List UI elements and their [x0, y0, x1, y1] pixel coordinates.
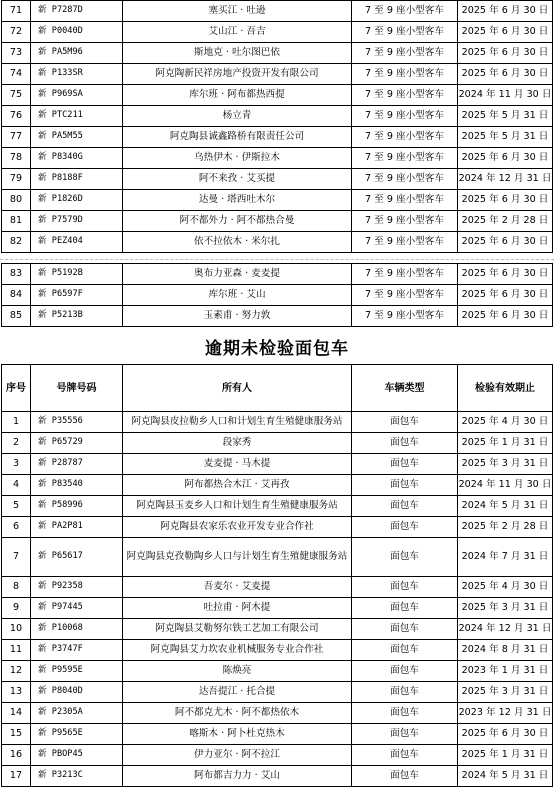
cell-expiry-date: 2025 年 6 月 30 日 — [458, 64, 553, 85]
cell-plate: 新 P7287D — [31, 1, 123, 22]
cell-number: 8 — [2, 577, 31, 598]
cell-plate: 新 P5213B — [31, 306, 123, 327]
section-title: 逾期未检验面包车 — [205, 339, 349, 359]
cell-owner: 阿布都热合木江 · 艾再孜 — [123, 475, 352, 496]
table-row — [2, 454, 553, 475]
cell-vehicle-type: 面包车 — [352, 454, 458, 475]
cell-plate: 新 P133SR — [31, 64, 123, 85]
cell-expiry-date: 2025 年 6 月 30 日 — [458, 232, 553, 253]
table-row — [2, 433, 553, 454]
cell-expiry-date: 2024 年 8 月 31 日 — [458, 640, 553, 661]
table-row — [2, 169, 553, 190]
table-row — [2, 475, 553, 496]
cell-owner: 库尔班 · 艾山 — [123, 285, 352, 306]
table-row — [2, 1, 553, 22]
minibus-table-page2 — [1, 263, 553, 327]
cell-vehicle-type: 7 至 9 座小型客车 — [352, 85, 458, 106]
cell-vehicle-type: 面包车 — [352, 475, 458, 496]
header-date: 检验有效期止 — [458, 365, 553, 412]
minibus-table-body — [2, 1, 553, 253]
cell-vehicle-type: 7 至 9 座小型客车 — [352, 190, 458, 211]
cell-owner: 阿克陶县诚鑫路桥有限责任公司 — [123, 127, 352, 148]
cell-vehicle-type: 7 至 9 座小型客车 — [352, 64, 458, 85]
cell-expiry-date: 2025 年 6 月 30 日 — [458, 285, 553, 306]
cell-expiry-date: 2025 年 5 月 31 日 — [458, 106, 553, 127]
cell-plate: 新 P9595E — [31, 661, 123, 682]
cell-expiry-date: 2025 年 2 月 28 日 — [458, 517, 553, 538]
cell-vehicle-type: 7 至 9 座小型客车 — [352, 127, 458, 148]
cell-expiry-date: 2025 年 6 月 30 日 — [458, 264, 553, 285]
cell-owner: 阿克陶县克孜勒陶乡人口与计划生育生殖健康服务站 — [123, 538, 352, 577]
table-row — [2, 64, 553, 85]
cell-vehicle-type: 7 至 9 座小型客车 — [352, 106, 458, 127]
cell-vehicle-type: 面包车 — [352, 598, 458, 619]
table-row — [2, 640, 553, 661]
cell-expiry-date: 2025 年 1 月 31 日 — [458, 745, 553, 766]
cell-owner: 艾山江 · 吾吉 — [123, 22, 352, 43]
cell-expiry-date: 2024 年 12 月 31 日 — [458, 619, 553, 640]
cell-expiry-date: 2025 年 2 月 28 日 — [458, 211, 553, 232]
cell-number: 17 — [2, 766, 31, 787]
cell-plate: 新 P8188F — [31, 169, 123, 190]
cell-plate: 新 P1826D — [31, 190, 123, 211]
cell-vehicle-type: 7 至 9 座小型客车 — [352, 306, 458, 327]
cell-number: 10 — [2, 619, 31, 640]
cell-plate: 新 P5192B — [31, 264, 123, 285]
cell-expiry-date: 2025 年 3 月 31 日 — [458, 454, 553, 475]
minibus-table-continued — [1, 0, 553, 253]
cell-owner: 阿克陶县皮拉勒乡人口和计划生育生殖健康服务站 — [123, 412, 352, 433]
table-row — [2, 306, 553, 327]
cell-number: 13 — [2, 682, 31, 703]
cell-number: 84 — [2, 285, 31, 306]
minibus-table-body — [2, 264, 553, 327]
table-row — [2, 148, 553, 169]
table-row — [2, 517, 553, 538]
cell-owner: 阿克陶县农家乐农业开发专业合作社 — [123, 517, 352, 538]
cell-expiry-date: 2025 年 5 月 31 日 — [458, 127, 553, 148]
cell-expiry-date: 2025 年 6 月 30 日 — [458, 724, 553, 745]
cell-vehicle-type: 面包车 — [352, 577, 458, 598]
cell-number: 5 — [2, 496, 31, 517]
table-row — [2, 232, 553, 253]
cell-vehicle-type: 面包车 — [352, 682, 458, 703]
cell-owner: 陈焕亮 — [123, 661, 352, 682]
cell-number: 85 — [2, 306, 31, 327]
table-row — [2, 496, 553, 517]
cell-vehicle-type: 7 至 9 座小型客车 — [352, 285, 458, 306]
cell-owner: 塞买江 · 吐逊 — [123, 1, 352, 22]
cell-plate: 新 PEZ404 — [31, 232, 123, 253]
cell-plate: 新 P58996 — [31, 496, 123, 517]
cell-owner: 伊力亚尔 · 阿不拉江 — [123, 745, 352, 766]
header-owner: 所有人 — [123, 365, 352, 412]
cell-expiry-date: 2025 年 6 月 30 日 — [458, 22, 553, 43]
cell-number: 3 — [2, 454, 31, 475]
cell-number: 77 — [2, 127, 31, 148]
cell-plate: 新 P97445 — [31, 598, 123, 619]
cell-number: 12 — [2, 661, 31, 682]
cell-vehicle-type: 面包车 — [352, 745, 458, 766]
table-row — [2, 211, 553, 232]
cell-vehicle-type: 面包车 — [352, 412, 458, 433]
cell-owner: 阿克陶县艾力坎农业机械服务专业合作社 — [123, 640, 352, 661]
cell-plate: 新 P8040D — [31, 682, 123, 703]
cell-plate: 新 P28787 — [31, 454, 123, 475]
cell-owner: 段家秀 — [123, 433, 352, 454]
cell-vehicle-type: 7 至 9 座小型客车 — [352, 211, 458, 232]
cell-number: 73 — [2, 43, 31, 64]
table-row — [2, 22, 553, 43]
cell-owner: 奥布力亚森 · 麦麦提 — [123, 264, 352, 285]
table-row — [2, 577, 553, 598]
table-row — [2, 85, 553, 106]
cell-plate: 新 P3747F — [31, 640, 123, 661]
cell-vehicle-type: 面包车 — [352, 496, 458, 517]
cell-owner: 吐拉甫 · 阿木提 — [123, 598, 352, 619]
table-row — [2, 190, 553, 211]
cell-number: 2 — [2, 433, 31, 454]
cell-number: 9 — [2, 598, 31, 619]
header-type: 车辆类型 — [352, 365, 458, 412]
cell-owner: 达吾提江 · 托合提 — [123, 682, 352, 703]
cell-owner: 阿克陶新民祥房地产投资开发有限公司 — [123, 64, 352, 85]
cell-number: 78 — [2, 148, 31, 169]
cell-expiry-date: 2025 年 6 月 30 日 — [458, 1, 553, 22]
cell-plate: 新 PA5M96 — [31, 43, 123, 64]
cell-number: 1 — [2, 412, 31, 433]
cell-owner: 阿克陶县玉麦乡人口和计划生育生殖健康服务站 — [123, 496, 352, 517]
cell-expiry-date: 2025 年 3 月 31 日 — [458, 598, 553, 619]
cell-number: 15 — [2, 724, 31, 745]
cell-vehicle-type: 面包车 — [352, 724, 458, 745]
table-row — [2, 724, 553, 745]
cell-vehicle-type: 面包车 — [352, 640, 458, 661]
cell-number: 74 — [2, 64, 31, 85]
cell-owner: 麦麦提 · 马木提 — [123, 454, 352, 475]
cell-owner: 阿克陶县艾勒努尔铁工艺加工有限公司 — [123, 619, 352, 640]
cell-vehicle-type: 面包车 — [352, 433, 458, 454]
cell-plate: 新 P6597F — [31, 285, 123, 306]
cell-vehicle-type: 7 至 9 座小型客车 — [352, 169, 458, 190]
cell-expiry-date: 2025 年 6 月 30 日 — [458, 148, 553, 169]
cell-number: 4 — [2, 475, 31, 496]
cell-plate: 新 P0040D — [31, 22, 123, 43]
cell-expiry-date: 2025 年 6 月 30 日 — [458, 190, 553, 211]
cell-owner: 斯地克 · 吐尔图巴依 — [123, 43, 352, 64]
cell-number: 7 — [2, 538, 31, 577]
cell-plate: 新 PA5M55 — [31, 127, 123, 148]
cell-plate: 新 P92358 — [31, 577, 123, 598]
table-row — [2, 285, 553, 306]
table-row — [2, 412, 553, 433]
cell-plate: 新 P2305A — [31, 703, 123, 724]
cell-plate: 新 P35556 — [31, 412, 123, 433]
table-row — [2, 661, 553, 682]
table-row — [2, 598, 553, 619]
cell-plate: 新 PA2P81 — [31, 517, 123, 538]
cell-owner: 库尔班 · 阿布都热西提 — [123, 85, 352, 106]
cell-vehicle-type: 面包车 — [352, 538, 458, 577]
header-no: 序号 — [2, 365, 31, 412]
cell-plate: 新 PTC211 — [31, 106, 123, 127]
cell-vehicle-type: 面包车 — [352, 661, 458, 682]
cell-plate: 新 P8340G — [31, 148, 123, 169]
cell-owner: 吾麦尔 · 艾麦提 — [123, 577, 352, 598]
cell-owner: 阿不都外力 · 阿不都热合曼 — [123, 211, 352, 232]
header-plate: 号牌号码 — [31, 365, 123, 412]
cell-number: 6 — [2, 517, 31, 538]
cell-number: 72 — [2, 22, 31, 43]
table-row — [2, 619, 553, 640]
cell-owner: 依不拉依木 · 米尔扎 — [123, 232, 352, 253]
cell-expiry-date: 2025 年 3 月 31 日 — [458, 682, 553, 703]
table-header-row — [2, 365, 553, 412]
cell-owner: 喀斯木 · 阿卜杜克热木 — [123, 724, 352, 745]
table-row — [2, 703, 553, 724]
table-row — [2, 682, 553, 703]
table-row — [2, 106, 553, 127]
cell-owner: 杨立青 — [123, 106, 352, 127]
cell-number: 71 — [2, 1, 31, 22]
cell-plate: 新 P7579D — [31, 211, 123, 232]
table-row — [2, 264, 553, 285]
cell-number: 14 — [2, 703, 31, 724]
cell-vehicle-type: 7 至 9 座小型客车 — [352, 232, 458, 253]
cell-plate: 新 P65617 — [31, 538, 123, 577]
cell-expiry-date: 2023 年 12 月 31 日 — [458, 703, 553, 724]
cell-plate: 新 PBOP45 — [31, 745, 123, 766]
cell-plate: 新 P65729 — [31, 433, 123, 454]
cell-expiry-date: 2024 年 11 月 30 日 — [458, 85, 553, 106]
cell-owner: 乌热伊木 · 伊斯拉木 — [123, 148, 352, 169]
cell-vehicle-type: 7 至 9 座小型客车 — [352, 148, 458, 169]
cell-plate: 新 P9565E — [31, 724, 123, 745]
cell-vehicle-type: 7 至 9 座小型客车 — [352, 43, 458, 64]
table-row — [2, 766, 553, 787]
table-row — [2, 127, 553, 148]
cell-owner: 玉素甫 · 努力敦 — [123, 306, 352, 327]
cell-number: 81 — [2, 211, 31, 232]
cell-plate: 新 P969SA — [31, 85, 123, 106]
cell-number: 11 — [2, 640, 31, 661]
cell-number: 80 — [2, 190, 31, 211]
cell-expiry-date: 2024 年 12 月 31 日 — [458, 169, 553, 190]
table-row — [2, 745, 553, 766]
cell-expiry-date: 2025 年 6 月 30 日 — [458, 43, 553, 64]
cell-expiry-date: 2025 年 4 月 30 日 — [458, 412, 553, 433]
cell-number: 82 — [2, 232, 31, 253]
cell-expiry-date: 2025 年 1 月 31 日 — [458, 433, 553, 454]
cell-plate: 新 P10068 — [31, 619, 123, 640]
cell-expiry-date: 2023 年 1 月 31 日 — [458, 661, 553, 682]
cell-owner: 阿布都吉力力 · 艾山 — [123, 766, 352, 787]
cell-number: 16 — [2, 745, 31, 766]
cell-plate: 新 P83540 — [31, 475, 123, 496]
cell-number: 76 — [2, 106, 31, 127]
cell-expiry-date: 2024 年 5 月 31 日 — [458, 496, 553, 517]
cell-vehicle-type: 面包车 — [352, 517, 458, 538]
van-table — [1, 364, 553, 787]
cell-vehicle-type: 7 至 9 座小型客车 — [352, 1, 458, 22]
van-table-body — [2, 412, 553, 787]
cell-expiry-date: 2024 年 7 月 31 日 — [458, 538, 553, 577]
cell-vehicle-type: 7 至 9 座小型客车 — [352, 264, 458, 285]
cell-number: 83 — [2, 264, 31, 285]
table-row — [2, 43, 553, 64]
cell-expiry-date: 2024 年 11 月 30 日 — [458, 475, 553, 496]
cell-owner: 阿不都克尤木 · 阿不都热依木 — [123, 703, 352, 724]
cell-vehicle-type: 7 至 9 座小型客车 — [352, 22, 458, 43]
cell-owner: 达曼 · 塔西吐木尔 — [123, 190, 352, 211]
cell-number: 75 — [2, 85, 31, 106]
cell-plate: 新 P3213C — [31, 766, 123, 787]
cell-expiry-date: 2024 年 5 月 31 日 — [458, 766, 553, 787]
table-row — [2, 538, 553, 577]
cell-expiry-date: 2025 年 4 月 30 日 — [458, 577, 553, 598]
cell-vehicle-type: 面包车 — [352, 766, 458, 787]
cell-number: 79 — [2, 169, 31, 190]
cell-owner: 阿不来孜 · 艾买提 — [123, 169, 352, 190]
cell-expiry-date: 2025 年 6 月 30 日 — [458, 306, 553, 327]
cell-vehicle-type: 面包车 — [352, 703, 458, 724]
page-break-divider — [0, 259, 554, 260]
cell-vehicle-type: 面包车 — [352, 619, 458, 640]
